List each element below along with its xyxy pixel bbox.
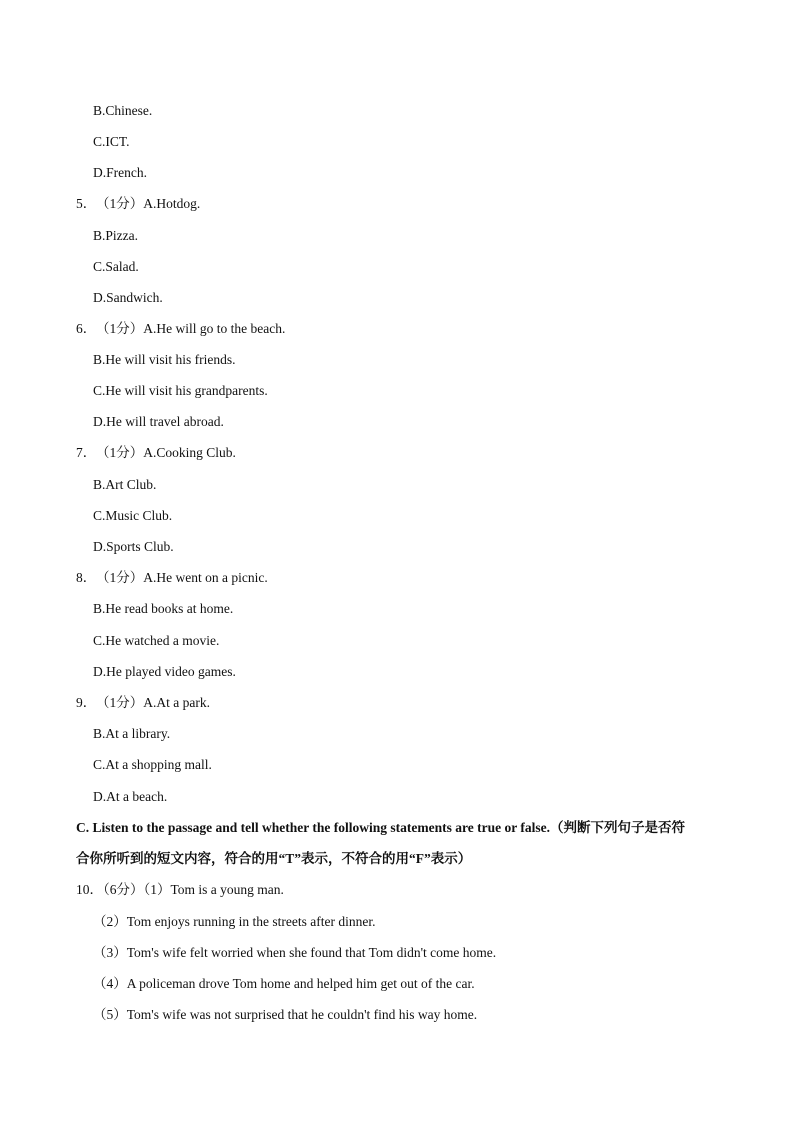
question-score: （6分） (103, 882, 144, 897)
q10-statement-3: （3）Tom's wife felt worried when she found that Tom didn't come home. (93, 945, 497, 960)
q8-option-b: B.He read books at home. (93, 601, 234, 616)
question-number: 10． (76, 882, 103, 897)
q7-option-a: A.Cooking Club. (143, 445, 236, 460)
question-9 (76, 694, 210, 712)
q5-option-a: A.Hotdog. (143, 196, 201, 211)
q10-statement-4: （4）A policeman drove Tom home and helped him get out of the car. (93, 976, 475, 991)
question-number: 8． (76, 570, 97, 585)
question-10 (76, 881, 284, 899)
q10-statement-5: （5）Tom's wife was not surprised that he couldn't find his way home. (93, 1007, 478, 1022)
q8-option-d: D.He played video games. (93, 664, 236, 679)
q6-option-a: A.He will go to the beach. (143, 321, 286, 336)
q7-option-b: B.Art Club. (93, 477, 157, 492)
q9-option-c: C.At a shopping mall. (93, 757, 212, 772)
q6-option-b: B.He will visit his friends. (93, 352, 236, 367)
q6-option-c: C.He will visit his grandparents. (93, 383, 268, 398)
section-c-instruction-line1: C. Listen to the passage and tell whether the following statements are true or false.（判断下列句子是否符 (76, 820, 685, 835)
question-5 (76, 195, 200, 213)
q8-option-c: C.He watched a movie. (93, 633, 220, 648)
question-6 (76, 320, 285, 338)
section-c-instruction-line2: 合你所听到的短文内容，符合的用“T”表示，不符合的用“F”表示） (76, 851, 472, 866)
q7-option-d: D.Sports Club. (93, 539, 174, 554)
q9-option-a: A.At a park. (143, 695, 210, 710)
question-score: （1分） (96, 445, 144, 460)
q7-option-c: C.Music Club. (93, 508, 173, 523)
q4-option-b: B.Chinese. (93, 103, 153, 118)
question-7 (76, 444, 236, 462)
q4-option-d: D.French. (93, 165, 147, 180)
q10-statement-2: （2）Tom enjoys running in the streets after dinner. (93, 914, 376, 929)
question-score: （1分） (96, 196, 144, 211)
q8-option-a: A.He went on a picnic. (143, 570, 268, 585)
question-number: 9． (76, 695, 97, 710)
q10-statement-1: （1）Tom is a young man. (143, 882, 284, 897)
q9-option-b: B.At a library. (93, 726, 171, 741)
q9-option-d: D.At a beach. (93, 789, 168, 804)
question-score: （1分） (96, 321, 144, 336)
q6-option-d: D.He will travel abroad. (93, 414, 224, 429)
q5-option-b: B.Pizza. (93, 228, 138, 243)
q5-option-c: C.Salad. (93, 259, 139, 274)
question-8 (76, 569, 268, 587)
question-number: 6． (76, 321, 97, 336)
question-number: 7． (76, 445, 97, 460)
q5-option-d: D.Sandwich. (93, 290, 163, 305)
q4-option-c: C.ICT. (93, 134, 130, 149)
question-number: 5． (76, 196, 97, 211)
question-score: （1分） (96, 570, 144, 585)
question-score: （1分） (96, 695, 144, 710)
